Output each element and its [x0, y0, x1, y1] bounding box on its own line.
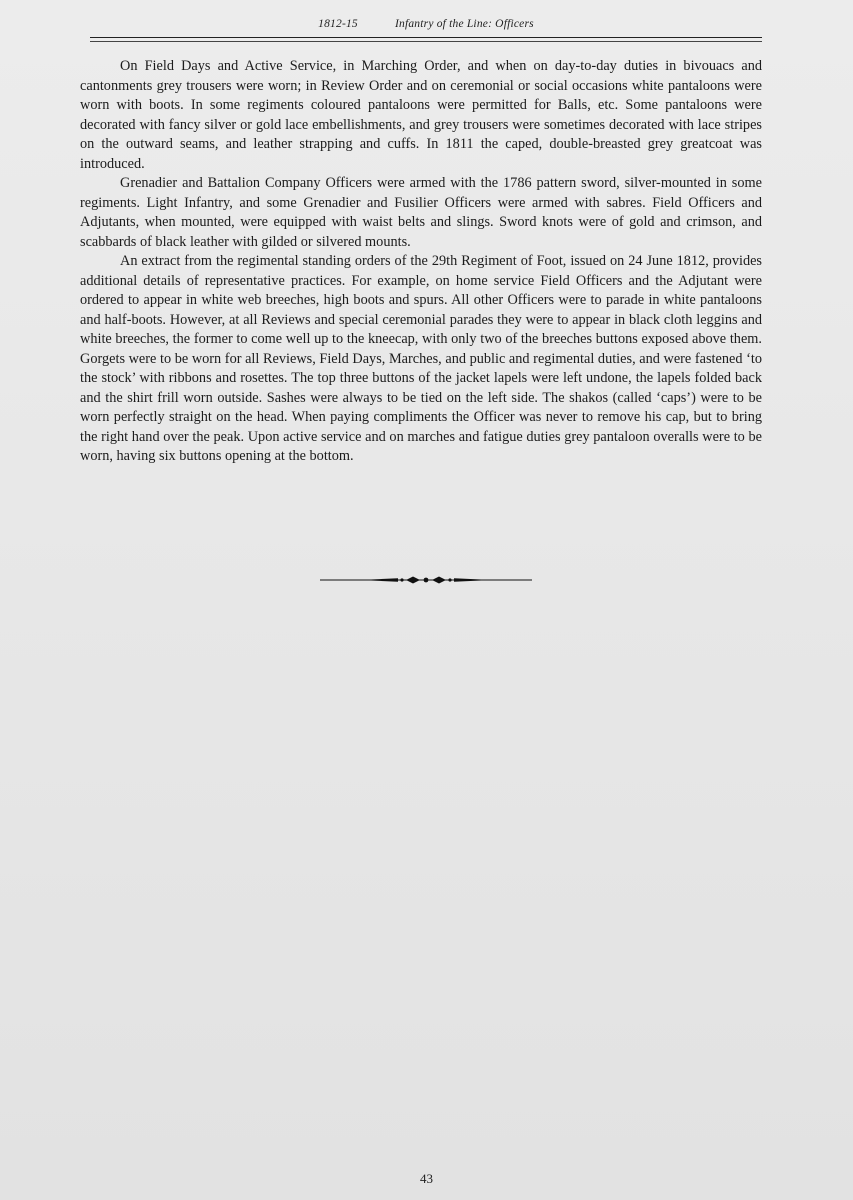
running-head — [90, 18, 762, 30]
running-head-date: 1812-15 — [318, 18, 358, 30]
paragraph-swords: Grenadier and Battalion Company Officers were armed with the 1786 pattern sword, silver-mounted in some regiments. Light Infantry, and some Grenadier and Fusilier Officers were armed with sabres. Field Officers and Adjutants, when mounted, were equipped with waist belts and slings. Sword knots were of gold and crimson, and scabbards of black leather with gilded or silvered mounts. — [80, 175, 762, 250]
header-rule — [90, 37, 762, 38]
paragraph-trousers: On Field Days and Active Service, in Marching Order, and when on day-to-day duties in bivouacs and cantonments grey trousers were worn; in Review Order and on ceremonial or social occasions white pantaloons were worn with boots. In some regiments coloured pantaloons were permitted for Balls, etc. Some pantaloons were decorated with fancy silver or gold lace embellishments, and grey trousers were sometimes decorated with lace stripes on the outward seams, and leather strapping and cuffs. In 1811 the caped, double-breasted grey greatcoat was introduced. — [80, 58, 762, 172]
section-end-ornament — [320, 570, 532, 590]
running-head-chapter: Infantry of the Line: Officers — [394, 18, 534, 30]
paragraph-standing-orders: An extract from the regimental standing orders of the 29th Regiment of Foot, issued on 24 June 1812, provides additional details of representative practices. For example, on home service Field Officers and the Adjutant were ordered to appear in white web breeches, high boots and spurs. All other Officers were to parade in white pantaloons and half-boots. However, at all Reviews and special ceremonial parades they were to appear in black cloth leggins and white breeches, the former to come well up to the kneecap, with only two of the breeches buttons exposed above them. Gorgets were to be worn for all Reviews, Field Days, Marches, and public and regimental duties, and were fastened ‘to the stock’ with ribbons and rosettes. The top three buttons of the jacket lapels were left undone, the lapels folded back and the shirt frill worn outside. Sashes were always to be tied on the left side. The shakos (called ‘caps’) were to be worn perfectly straight on the head. When paying compliments the Officer was never to remove his cap, but to bring the right hand over the peak. Upon active service and on marches and fatigue duties grey pantaloon overalls were to be worn, having six buttons opening at the bottom. — [80, 253, 762, 464]
header-rule-thin — [90, 41, 762, 42]
page-number: 43 — [420, 1171, 433, 1186]
body-text — [80, 57, 762, 467]
